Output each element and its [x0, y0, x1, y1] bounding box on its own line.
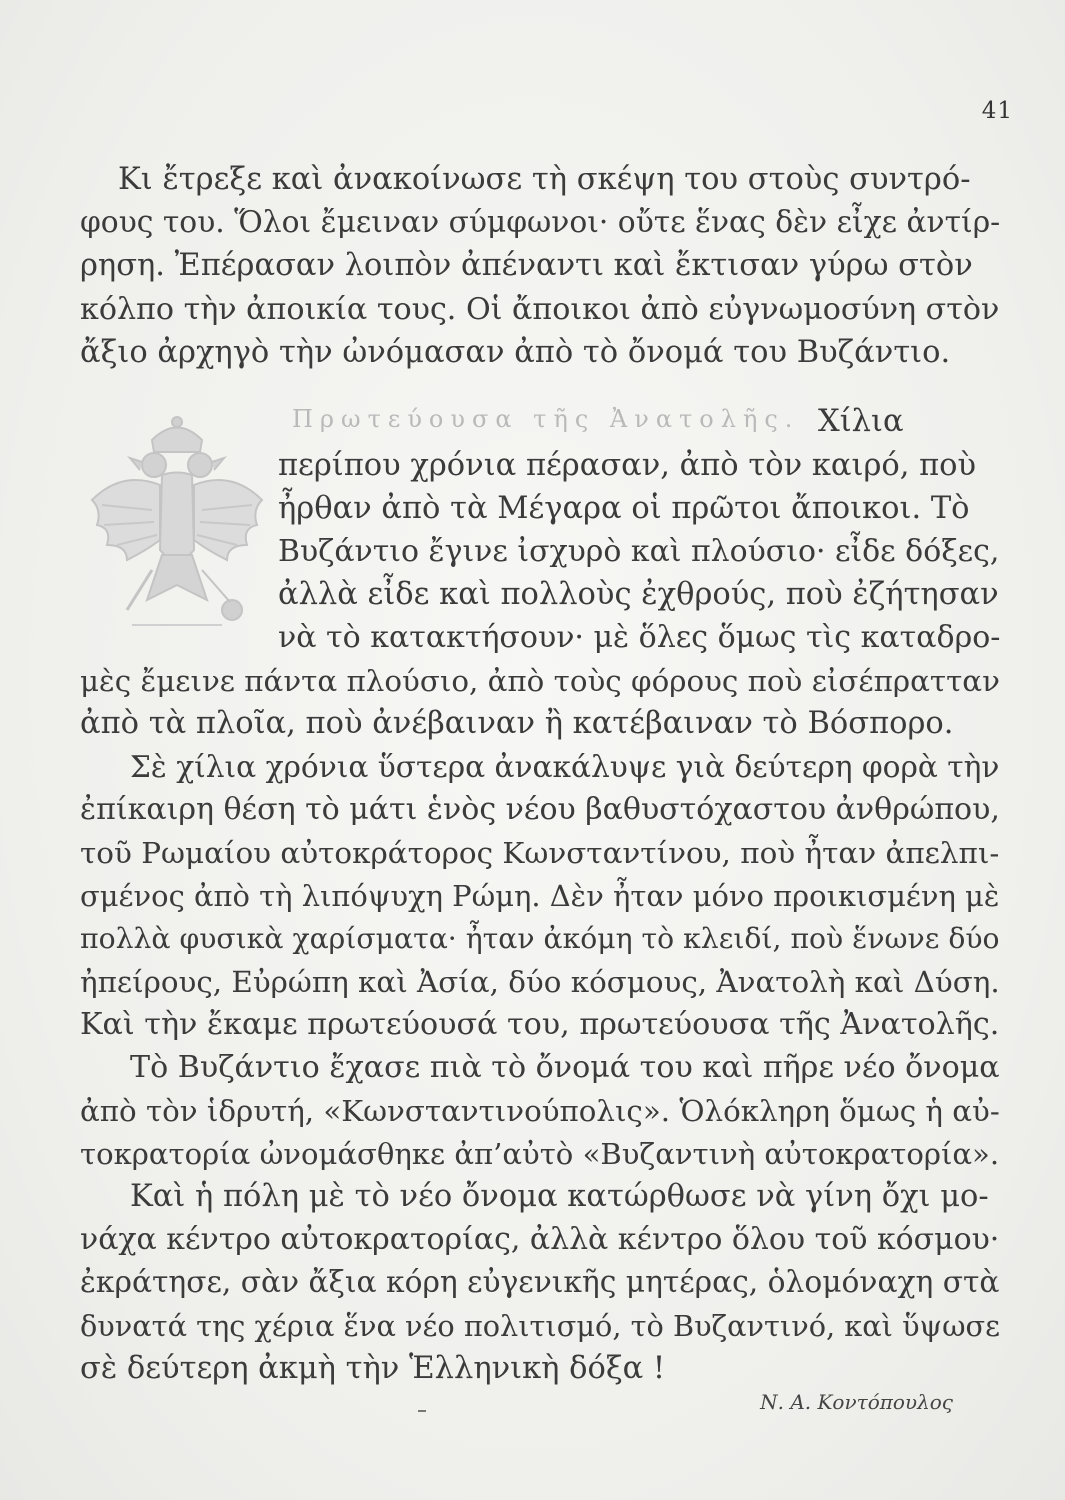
- text-line: πολλὰ φυσικὰ χαρίσματα· ἦταν ἀκόμη τὸ κλειδί, ποὺ ἕνωνε δύο: [80, 922, 1000, 955]
- print-mark: [418, 1410, 426, 1412]
- page-number: 41: [981, 98, 1013, 124]
- section-heading: Πρωτεύουσα τῆς Ἀνατολῆς.: [292, 405, 800, 433]
- text-line: τοῦ Ρωμαίου αὐτοκράτορος Κωνσταντίνου, ποὺ ἦταν ἀπελπι-: [80, 836, 1000, 870]
- text-line: Καὶ τὴν ἔκαμε πρωτεύουσά του, πρωτεύουσα τῆς Ἀνατολῆς.: [80, 1007, 1000, 1042]
- text-line: σμένος ἀπὸ τὴ λιπόψυχη Ρώμη. Δὲν ἦταν μόνο προικισμένη μὲ: [80, 879, 1000, 913]
- text-line: ἄξιο ἀρχηγὸ τὴν ὠνόμασαν ἀπὸ τὸ ὄνομά του Βυζάντιο.: [80, 335, 951, 370]
- text-line: Χίλια: [818, 404, 904, 439]
- text-line: ἦρθαν ἀπὸ τὰ Μέγαρα οἱ πρῶτοι ἄποικοι. Τὸ: [278, 491, 970, 526]
- text-line: νὰ τὸ κατακτήσουν· μὲ ὅλες ὅμως τὶς καταδρο-: [278, 620, 1001, 655]
- text-line: ἐκράτησε, σὰν ἄξια κόρη εὐγενικῆς μητέρας, ὁλομόναχη στὰ: [80, 1265, 1000, 1300]
- text-line: ἀλλὰ εἶδε καὶ πολλοὺς ἐχθρούς, ποὺ ἐζήτησαν: [278, 577, 999, 612]
- text-line: μὲς ἔμεινε πάντα πλούσιο, ἀπὸ τοὺς φόρους ποὺ εἰσέπρατταν: [80, 664, 1000, 698]
- text-line: νάχα κέντρο αὐτοκρατορίας, ἀλλὰ κέντρο ὅλου τοῦ κόσμου·: [80, 1222, 1000, 1257]
- text-line: Κι ἔτρεξε καὶ ἀνακοίνωσε τὴ σκέψη του στοὺς συντρό-: [118, 162, 971, 197]
- text-line: ρηση. Ἐπέρασαν λοιπὸν ἀπέναντι καὶ ἔκτισαν γύρω στὸν: [80, 248, 973, 283]
- text-line: ἠπείρους, Εὐρώπη καὶ Ἀσία, δύο κόσμους, Ἀνατολὴ καὶ Δύση.: [80, 965, 1000, 999]
- text-line: δυνατά της χέρια ἕνα νέο πολιτισμό, τὸ Βυζαντινό, καὶ ὕψωσε: [80, 1309, 1001, 1343]
- text-line: κόλπο τὴν ἀποικία τους. Οἱ ἄποικοι ἀπὸ εὐγνωμοσύνη στὸν: [80, 292, 1000, 327]
- text-line: τοκρατορία ὠνομάσθηκε ἀπ’αὐτὸ «Βυζαντινὴ αὐτοκρατορία».: [80, 1137, 1000, 1171]
- text-line: ἀπὸ τὸν ἱδρυτή, «Κωνσταντινούπολις». Ὁλόκληρη ὅμως ἡ αὐ-: [80, 1094, 1000, 1128]
- text-line: ἐπίκαιρη θέση τὸ μάτι ἑνὸς νέου βαθυστόχαστου ἀνθρώπου,: [80, 792, 1000, 827]
- text-line: φους του. Ὅλοι ἔμειναν σύμφωνοι· οὔτε ἕνας δὲν εἶχε ἀντίρ-: [80, 205, 1001, 240]
- text-line: σὲ δεύτερη ἀκμὴ τὴν Ἑλληνικὴ δόξα !: [80, 1351, 666, 1386]
- double-headed-eagle-icon: [82, 410, 272, 650]
- text-line: ἀπὸ τὰ πλοῖα, ποὺ ἀνέβαιναν ἢ κατέβαιναν τὸ Βόσπορο.: [80, 706, 954, 741]
- author-signature: Ν. Α. Κοντόπουλος: [760, 1390, 953, 1414]
- text-line: Βυζάντιο ἔγινε ἰσχυρὸ καὶ πλούσιο· εἶδε δόξες,: [278, 534, 1000, 569]
- text-line: Καὶ ἡ πόλη μὲ τὸ νέο ὄνομα κατώρθωσε νὰ γίνη ὄχι μο-: [130, 1179, 989, 1214]
- text-line: Τὸ Βυζάντιο ἔχασε πιὰ τὸ ὄνομά του καὶ πῆρε νέο ὄνομα: [130, 1050, 1000, 1085]
- text-line: περίπου χρόνια πέρασαν, ἀπὸ τὸν καιρό, ποὺ: [278, 448, 977, 483]
- text-line: Σὲ χίλια χρόνια ὕστερα ἀνακάλυψε γιὰ δεύτερη φορὰ τὴν: [130, 750, 1000, 784]
